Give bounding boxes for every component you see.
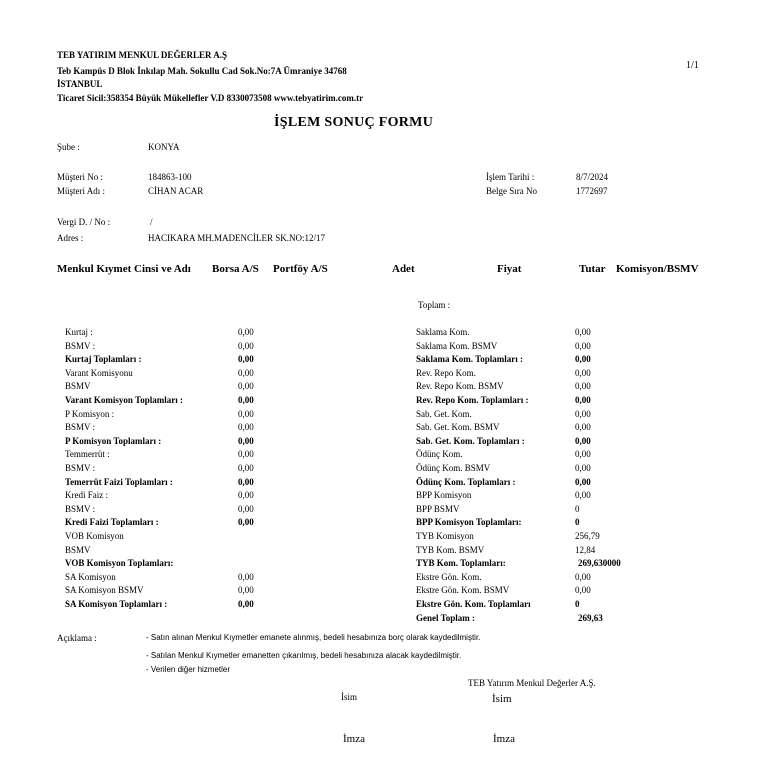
left-row-label: Kredi Faizi Toplamları : [65,517,159,528]
right-row-value: 0,00 [575,327,591,337]
imza-right: İmza [493,733,515,745]
left-row-value: 0,00 [238,571,254,582]
isim-right: İsim [492,693,512,705]
right-row-label: Rev. Repo Kom. Toplamları : [416,395,529,405]
aciklama-label: Açıklama : [57,633,97,643]
adres-value: HACIKARA MH.MADENCİLER SK.NO:12/17 [148,233,326,243]
left-row-label: P Komisyon Toplamları : [65,435,162,446]
right-row-label: BPP Komisyon Toplamları: [416,517,522,528]
company-city: İSTANBUL [57,79,103,89]
left-row-value: 0,00 [238,340,254,351]
musteri-no-value: 184863-100 [148,172,192,182]
left-row-value: 0,00 [238,422,254,433]
right-row-label: Saklama Kom. Toplamları : [416,354,524,365]
musteri-no-label: Müşteri No : [57,172,103,182]
left-row-value: 0,00 [238,476,254,487]
left-row-value: 0,00 [238,395,254,405]
left-row-value: 0,00 [238,585,254,596]
right-row-value: 0,00 [575,354,591,365]
right-row-label: Sab. Get. Kom. [416,408,472,419]
right-row-label: Rev. Repo Kom. [416,367,476,378]
header-adet: Adet [392,263,415,275]
adres-label: Adres : [57,233,84,243]
left-row-label: SA Komisyon BSMV [65,585,144,596]
left-row-label: Varant Komisyon Toplamları : [65,395,183,405]
right-row-value: 0,00 [575,395,591,405]
company-name: TEB YATIRIM MENKUL DEĞERLER A.Ş [57,50,227,60]
left-row-value: 0,00 [238,381,254,392]
right-row-label: Rev. Repo Kom. BSMV [416,381,504,392]
right-row-label: Ödünç Kom. [416,449,463,460]
company-address: Teb Kampüs D Blok İnkılap Mah. Sokullu Cad Sok.No:7A Ümraniye 34768 [57,66,347,76]
right-row-value: 0,00 [575,490,591,501]
left-row-label: BSMV : [65,503,96,514]
right-row-label: Ekstre Gön. Kom. Toplamları [416,599,531,609]
isim-left: İsim [341,692,358,702]
aciklama-line: - Satın alınan Menkul Kıymetler emanete alınmış, bedeli hesabınıza borç olarak kaydedilmiştir. [146,633,481,642]
right-row-label: TYB Kom. BSMV [416,544,485,555]
left-row-label: Varant Komisyonu [65,367,133,378]
toplam-label: Toplam : [418,300,451,310]
right-row-value: 0,00 [575,585,591,596]
right-row-value: 269,630000 [578,558,621,569]
header-tutar: Tutar [579,263,606,275]
right-row-label: TYB Kom. Toplamları: [416,558,506,569]
left-row-label: BSMV : [65,463,96,473]
vergi-value: / [150,217,153,227]
left-row-value: 0,00 [238,517,254,528]
right-row-label: Ekstre Gön. Kom. [416,571,482,582]
left-row-label: BSMV [65,544,91,555]
right-row-label: Ödünç Kom. Toplamları : [416,476,516,487]
right-row-value: 256,79 [575,531,600,541]
left-row-label: Kurtaj Toplamları : [65,354,142,365]
right-row-label: Sab. Get. Kom. Toplamları : [416,435,525,446]
right-row-value: 0,00 [575,367,591,378]
form-title: İŞLEM SONUÇ FORMU [274,115,434,130]
left-row-value: 0,00 [238,503,254,514]
right-row-label: Saklama Kom. BSMV [416,340,498,351]
right-row-label: Ekstre Gön. Kom. BSMV [416,585,510,596]
right-row-value: 0,00 [575,422,591,433]
musteri-adi-value: CİHAN ACAR [148,186,204,196]
right-row-label: Saklama Kom. [416,327,470,337]
right-row-label: Ödünç Kom. BSMV [416,463,491,473]
islem-tarihi-value: 8/7/2024 [576,172,609,182]
left-row-label: BSMV : [65,340,96,351]
left-row-label: VOB Komisyon Toplamları: [65,558,174,569]
right-row-label: BPP Komisyon [416,490,472,501]
right-row-value: 0,00 [575,408,591,419]
header-portfoy: Portföy A/S [273,263,328,275]
left-row-value: 0,00 [238,367,254,378]
left-row-label: BSMV [65,381,91,392]
footer-company: TEB Yatırım Menkul Değerler A.Ş. [468,678,596,688]
left-row-label: VOB Komisyon [65,531,124,541]
left-row-label: BSMV : [65,422,96,433]
left-row-value: 0,00 [238,463,254,473]
left-row-label: Temmerrüt : [65,449,110,460]
sube-label: Şube : [57,142,80,152]
musteri-adi-label: Müşteri Adı : [57,186,106,196]
left-row-value: 0,00 [238,435,254,446]
left-row-value: 0,00 [238,327,254,337]
right-row-value: 0,00 [575,340,591,351]
right-row-value: 0,00 [575,381,591,392]
header-borsa: Borsa A/S [212,263,259,275]
right-row-value: 0 [575,503,580,514]
right-row-value: 0,00 [575,435,591,446]
belge-value: 1772697 [576,186,608,196]
aciklama-line: - Satılan Menkul Kıymetler emanetten çıkarılmış, bedeli hesabınıza alacak kaydedilmiştir. [146,651,462,660]
left-row-label: SA Komisyon Toplamları : [65,599,168,609]
imza-left: İmza [343,733,365,745]
right-row-value: 0,00 [575,449,591,460]
page-number: 1/1 [686,60,699,71]
left-row-value: 0,00 [238,599,254,609]
aciklama-line: - Verilen diğer hizmetler [146,665,231,674]
sube-value: KONYA [148,142,180,152]
left-row-label: Kurtaj : [65,327,93,337]
belge-label: Belge Sıra No [486,186,537,196]
right-row-value: 0 [575,517,580,528]
islem-tarihi-label: İşlem Tarihi : [486,172,535,182]
left-row-label: Kredi Faiz : [65,490,108,501]
right-row-value: 269,63 [578,612,603,623]
right-row-value: 0,00 [575,476,591,487]
right-row-label: BPP BSMV [416,503,460,514]
header-fiyat: Fiyat [497,263,522,275]
left-row-label: SA Komisyon [65,571,116,582]
company-registry: Ticaret Sicil:358354 Büyük Mükellefler V.D 8330073508 www.tebyatirim.com.tr [57,93,364,103]
right-row-value: 12,84 [575,544,596,555]
left-row-label: P Komisyon : [65,408,115,419]
right-row-value: 0,00 [575,571,591,582]
left-row-value: 0,00 [238,449,254,460]
right-row-value: 0 [575,599,580,609]
vergi-label: Vergi D. / No : [57,217,111,227]
left-row-value: 0,00 [238,490,254,501]
header-komisyon: Komisyon/BSMV [616,263,699,275]
right-row-label: TYB Komisyon [416,531,474,541]
right-row-label: Genel Toplam : [416,612,476,623]
left-row-value: 0,00 [238,354,254,365]
right-row-value: 0,00 [575,463,591,473]
left-row-value: 0,00 [238,408,254,419]
right-row-label: Sab. Get. Kom. BSMV [416,422,500,433]
left-row-label: Temerrüt Faizi Toplamları : [65,476,173,487]
header-cinsi: Menkul Kıymet Cinsi ve Adı [57,263,191,275]
